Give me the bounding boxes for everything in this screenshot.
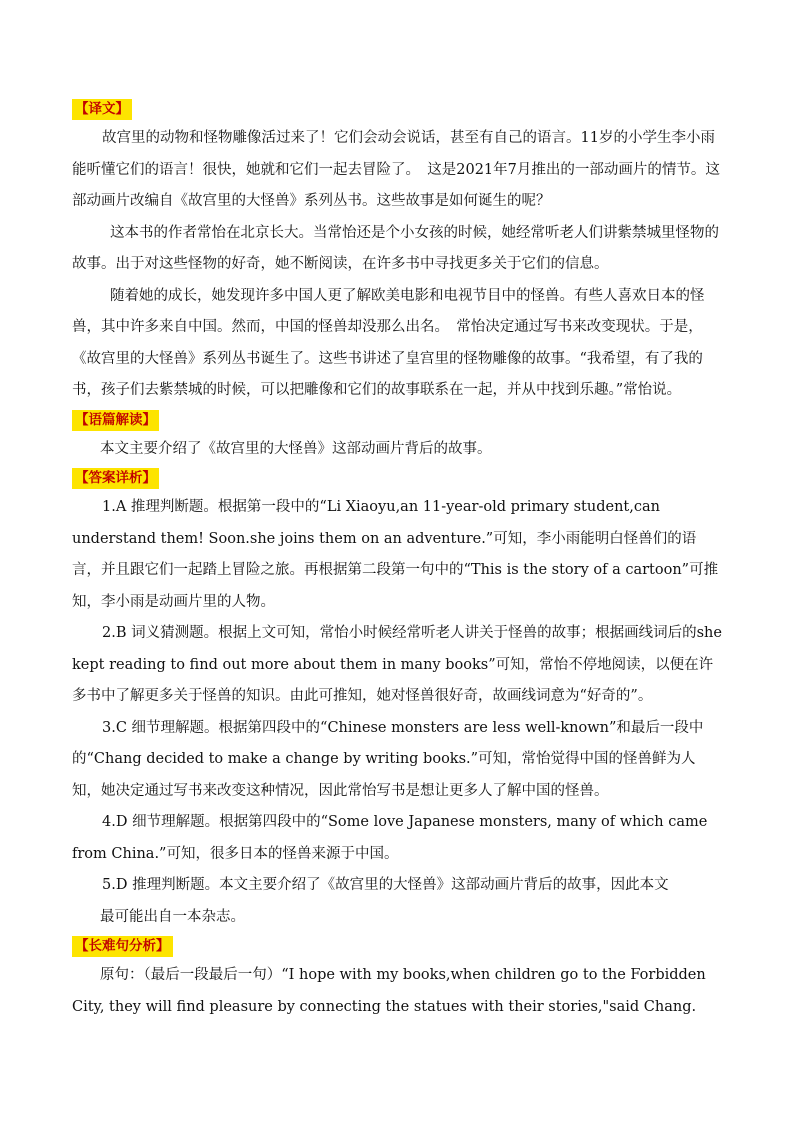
answers-tag: 【答案详析】 [72,468,159,489]
translation-paragraph-1: 故宫里的动物和怪物雕像活过来了！它们会动会说话，甚至有自己的语言。11岁的小学生李小雨能听懂它们的语言！很快，她就和它们一起去冒险了。 这是2021年7月推出的一部动画片的情节。这部动画片改编自《故宫里的大怪兽》系列丛书。这些故事是如何诞生的呢？ [72,130,720,209]
reading-tag: 【语篇解读】 [72,410,159,431]
reading-summary: 本文主要介绍了《故宫里的大怪兽》这部动画片背后的故事。 [100,440,492,457]
translation-paragraph-2: 这本书的作者常怡在北京长大。当常怡还是个小女孩的时候，她经常听老人们讲紫禁城里怪物的故事。出于对这些怪物的好奇，她不断阅读，在许多书中寻找更多关于它们的信息。 [72,224,719,272]
answer-item-1: 1.A 推理判断题。根据第一段中的“Li Xiaoyu,an 11-year-old primary student,can understand them! Soon.she joins them on an adventure.”可知，李小雨能明白怪兽们的语言，并且跟它们一起踏上冒险之旅。再根据第二段第一句中的“This is the story of a cartoon”可推知，李小雨是动画片里的人物。 [72,499,719,610]
reading-tag-row [72,407,722,434]
answer-item-4: 4.D 细节理解题。根据第四段中的“Some love Japanese monsters, many of which came from China.”可知，很多日本的怪兽来源于中国。 [72,814,708,862]
answer-item-5-continuation: 最可能出自一本杂志。 [100,908,245,925]
document-page [72,96,722,1023]
long-sentence-tag: 【长难句分析】 [72,936,173,957]
answers-tag-row [72,465,722,492]
long-sentence-tag-row [72,933,722,960]
translation-paragraph-3: 随着她的成长，她发现许多中国人更了解欧美电影和电视节目中的怪兽。有些人喜欢日本的怪兽，其中许多来自中国。然而，中国的怪兽却没那么出名。 常怡决定通过写书来改变现状。于是，《故宫里的大怪兽》系列丛书诞生了。这些书讲述了皇宫里的怪物雕像的故事。“我希望，有了我的书，孩子们去紫禁城的时候，可以把雕像和它们的故事联系在一起，并从中找到乐趣。”常怡说。 [72,287,705,398]
translation-tag-row [72,96,722,123]
answer-item-2: 2.B 词义猜测题。根据上文可知，常怡小时候经常听老人讲关于怪兽的故事；根据画线词后的she kept reading to find out more about them in many books”可知，常怡不停地阅读，以便在许多书中了解更多关于怪兽的知识。由此可推知，她对怪兽很好奇，故画线词意为“好奇的”。 [72,625,722,704]
long-sentence-text: 原句：（最后一段最后一句）“I hope with my books,when children go to the Forbidden City, they will find pleasure by connecting the statues with their stories,"said Chang. [72,967,706,1015]
answer-item-3: 3.C 细节理解题。根据第四段中的“Chinese monsters are less well-known”和最后一段中的“Chang decided to make a change by writing books.”可知，常怡觉得中国的怪兽鲜为人知，她决定通过写书来改变这种情况，因此常怡写书是想让更多人了解中国的怪兽。 [72,719,704,799]
answer-item-5: 5.D 推理判断题。本文主要介绍了《故宫里的大怪兽》这部动画片背后的故事，因此本文 [102,877,669,893]
translation-tag: 【译文】 [72,99,132,120]
